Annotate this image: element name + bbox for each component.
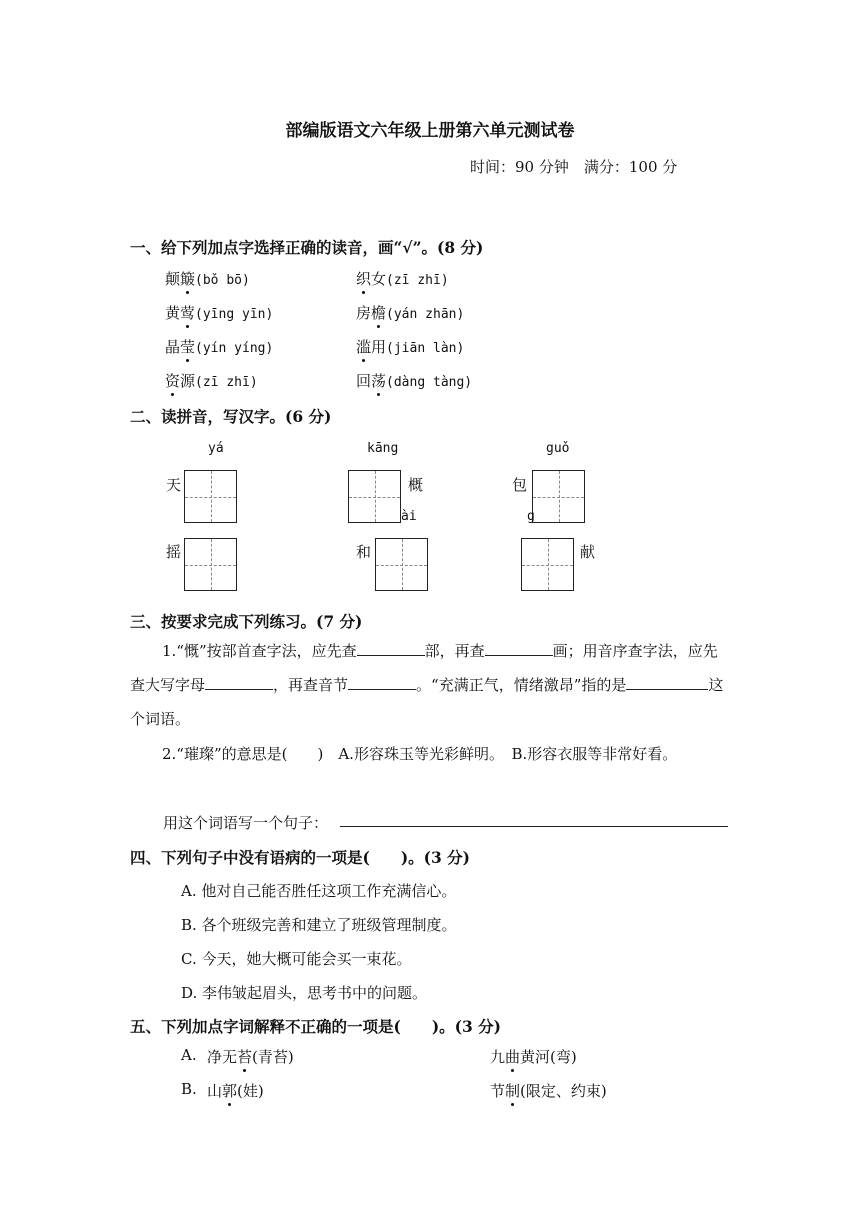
writing-box-6[interactable]	[521, 538, 574, 591]
s1-item-7: 资源(zī zhī)	[165, 372, 258, 390]
dotted-char: 滥	[356, 338, 372, 356]
answer-blank[interactable]	[205, 675, 273, 690]
s3-sentence-prompt: 用这个词语写一个句子：	[163, 814, 329, 832]
dotted-char: 莹	[180, 338, 196, 356]
char-xian: 献	[580, 543, 596, 561]
s1-item-4: 房檐(yán zhān)	[356, 304, 465, 322]
dotted-char: 资	[165, 372, 181, 390]
section-1-heading: 一、给下列加点字选择正确的读音，画“√”。(8 分)	[130, 238, 484, 257]
dotted-char: 曲	[505, 1048, 521, 1066]
dotted-char: 荡	[371, 372, 387, 390]
pinyin-2: kāng	[367, 441, 399, 456]
writing-box-1[interactable]	[184, 470, 237, 523]
answer-blank[interactable]	[348, 675, 416, 690]
char-bao: 包	[512, 476, 528, 494]
char-he: 和	[356, 543, 372, 561]
section-5-heading: 五、下列加点字词解释不正确的一项是( )。(3 分)	[130, 1017, 502, 1036]
s4-option-c[interactable]: C. 今天，她大概可能会买一束花。	[181, 950, 412, 968]
writing-box-4[interactable]	[184, 538, 237, 591]
s1-item-6: 滥用(jiān làn)	[356, 338, 465, 356]
s1-item-3: 黄莺(yīng yīn)	[165, 304, 274, 322]
sentence-answer-line[interactable]	[340, 812, 728, 827]
s5-option-b-term-1: 山郭(娃)	[207, 1082, 264, 1100]
s4-option-b[interactable]: B. 各个班级完善和建立了班级管理制度。	[181, 916, 457, 934]
s5-option-a-label[interactable]: A.	[181, 1046, 197, 1064]
char-yao: 摇	[166, 543, 182, 561]
dotted-char: 苔	[237, 1048, 253, 1066]
writing-box-2[interactable]	[348, 470, 401, 523]
dotted-char: 檐	[371, 304, 387, 322]
s1-item-2: 织女(zī zhī)	[356, 270, 449, 288]
page-title: 部编版语文六年级上册第六单元测试卷	[285, 121, 575, 141]
exam-meta: 时间：90 分钟 满分：100 分	[470, 158, 678, 176]
s1-item-5: 晶莹(yín yíng)	[165, 338, 274, 356]
section-4-heading: 四、下列句子中没有语病的一项是( )。(3 分)	[130, 848, 471, 867]
answer-blank[interactable]	[485, 641, 553, 656]
pinyin-partial-2: g	[527, 509, 535, 524]
dotted-char: 织	[356, 270, 372, 288]
dotted-char: 莺	[180, 304, 196, 322]
s5-option-b-label[interactable]: B.	[181, 1080, 197, 1098]
s4-option-a[interactable]: A. 他对自己能否胜任这项工作充满信心。	[181, 882, 457, 900]
s5-option-a-term-2: 九曲黄河(弯)	[490, 1048, 577, 1066]
s3-question-1: 1.“慨”按部首查字法，应先查 部，再查 画；用音序查字法，应先查大写字母 ，再查音节 。“充满正气，情绪激昂”指的是 这个词语。	[130, 642, 724, 728]
dotted-char: 簸	[180, 270, 196, 288]
char-tian: 天	[166, 476, 182, 494]
s5-option-b-term-2: 节制(限定、约束)	[490, 1082, 607, 1100]
answer-blank[interactable]	[357, 641, 425, 656]
pinyin-partial-1: ài	[401, 509, 417, 524]
s1-item-1: 颠簸(bǒ bō)	[165, 270, 250, 288]
char-gai: 概	[408, 476, 424, 494]
writing-box-3[interactable]	[532, 470, 585, 523]
dotted-char: 郭	[222, 1082, 238, 1100]
writing-box-5[interactable]	[375, 538, 428, 591]
pinyin-3: guǒ	[546, 441, 570, 456]
s4-option-d[interactable]: D. 李伟皱起眉头，思考书中的问题。	[181, 984, 428, 1002]
answer-blank[interactable]	[626, 675, 708, 690]
section-3-heading: 三、按要求完成下列练习。(7 分)	[130, 612, 363, 631]
s3-question-2: 2.“璀璨”的意思是( ) A.形容珠玉等光彩鲜明。 B.形容衣服等非常好看。	[162, 745, 678, 763]
section-2-heading: 二、读拼音，写汉字。(6 分)	[130, 407, 332, 426]
pinyin-1: yá	[208, 441, 224, 456]
s1-item-8: 回荡(dàng tàng)	[356, 372, 473, 390]
dotted-char: 制	[505, 1082, 521, 1100]
s5-option-a-term-1: 净无苔(青苔)	[207, 1048, 294, 1066]
